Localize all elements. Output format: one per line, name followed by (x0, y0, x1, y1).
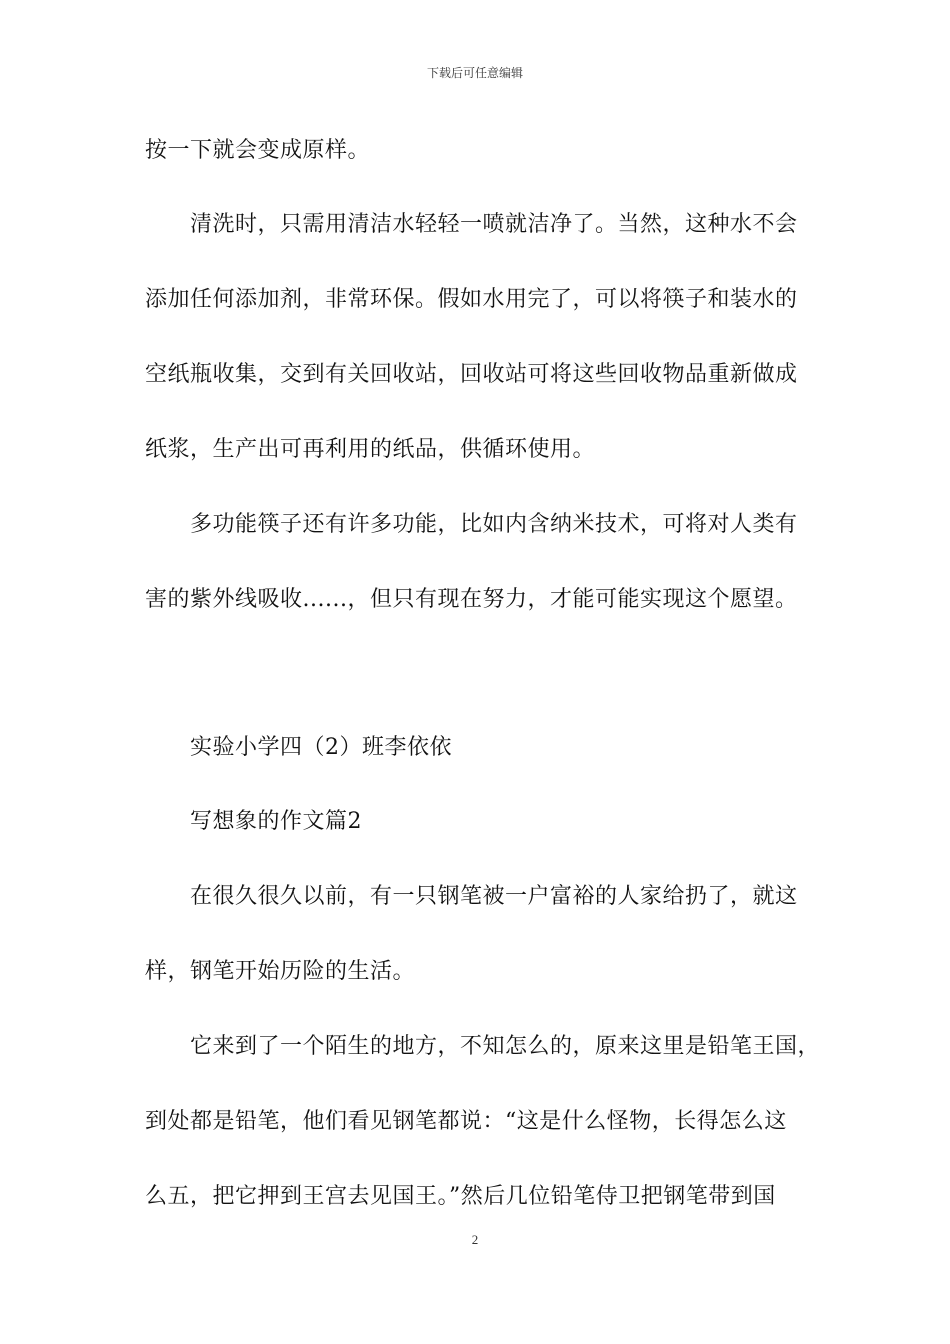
body-line: 害的紫外线吸收......，但只有现在努力，才能可能实现这个愿望。 (145, 587, 798, 612)
page-header: 下载后可任意编辑 (426, 66, 523, 80)
body-line: 清洗时，只需用清洁水轻轻一喷就洁净了。当然，这种水不会 (145, 212, 798, 237)
page-number: 2 (471, 1232, 479, 1247)
body-line: 在很久很久以前，有一只钢笔被一户富裕的人家给扔了，就这 (145, 884, 798, 909)
body-line: 到处都是铅笔，他们看见钢笔都说：“这是什么怪物，长得怎么这 (145, 1109, 787, 1134)
body-line: 添加任何添加剂，非常环保。假如水用完了，可以将筷子和装水的 (145, 287, 798, 312)
body-line: 样，钢笔开始历险的生活。 (145, 959, 416, 984)
author-line: 实验小学四（2）班李依依 (145, 735, 452, 760)
body-line: 纸浆，生产出可再利用的纸品，供循环使用。 (145, 437, 596, 462)
body-line: 么五，把它押到王宫去见国王。”然后几位铅笔侍卫把钢笔带到国 (145, 1184, 776, 1209)
section-title: 写想象的作文篇2 (145, 809, 362, 834)
body-line: 空纸瓶收集，交到有关回收站，回收站可将这些回收物品重新做成 (145, 362, 798, 387)
body-line: 按一下就会变成原样。 (145, 138, 371, 163)
body-line: 多功能筷子还有许多功能，比如内含纳米技术，可将对人类有 (145, 512, 798, 537)
body-line: 它来到了一个陌生的地方，不知怎么的，原来这里是铅笔王国， (145, 1034, 821, 1059)
